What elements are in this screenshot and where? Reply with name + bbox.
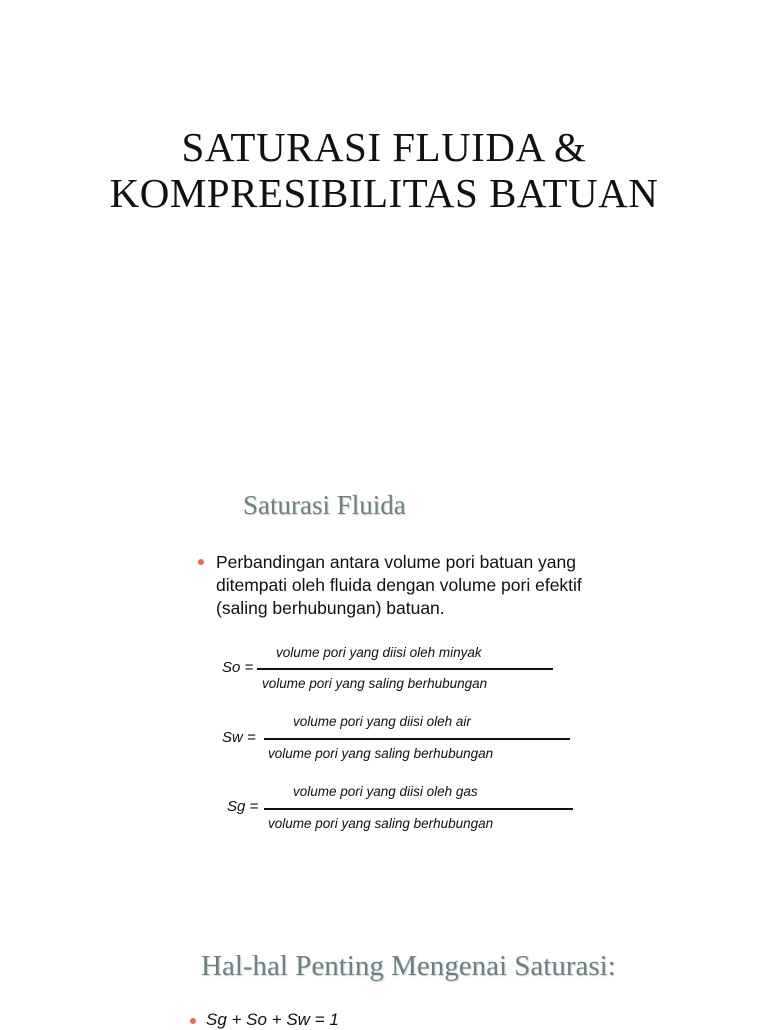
saturation-sum-item: Sg + So + Sw = 1	[206, 1010, 339, 1029]
formula-sg-numerator: volume pori yang diisi oleh gas	[293, 784, 478, 799]
formula-sw-denominator: volume pori yang saling berhubungan	[268, 746, 494, 761]
bullet-icon	[198, 559, 204, 565]
section-heading-saturasi-fluida: Saturasi Fluida	[243, 490, 406, 520]
definition-text	[216, 551, 668, 620]
definition-bullet	[198, 551, 668, 620]
formula-sg-fraction-bar	[264, 808, 573, 810]
formula-sw-fraction-bar	[264, 738, 570, 740]
title-line-1: SATURASI FLUIDA &	[181, 124, 587, 170]
formula-sg-lhs: Sg =	[227, 798, 259, 815]
definition-line-1: Perbandingan antara volume pori batuan yang	[216, 552, 576, 572]
formula-so-numerator: volume pori yang diisi oleh minyak	[276, 645, 482, 660]
formula-sg-denominator: volume pori yang saling berhubungan	[268, 816, 494, 831]
formula-sw-numerator: volume pori yang diisi oleh air	[293, 714, 471, 729]
title-line-2: KOMPRESIBILITAS BATUAN	[109, 170, 659, 216]
formula-sw-lhs: Sw =	[222, 729, 256, 746]
page-title	[0, 124, 768, 216]
formula-so-fraction-bar	[257, 668, 553, 670]
section-heading-hal-penting: Hal-hal Penting Mengenai Saturasi:	[201, 950, 616, 982]
formula-so-lhs: So =	[222, 659, 254, 676]
definition-line-3: (saling berhubungan) batuan.	[216, 598, 445, 618]
bullet-icon	[190, 1018, 196, 1024]
formula-so-denominator: volume pori yang saling berhubungan	[262, 676, 488, 691]
definition-line-2: ditempati oleh fluida dengan volume pori efektif	[216, 575, 582, 595]
